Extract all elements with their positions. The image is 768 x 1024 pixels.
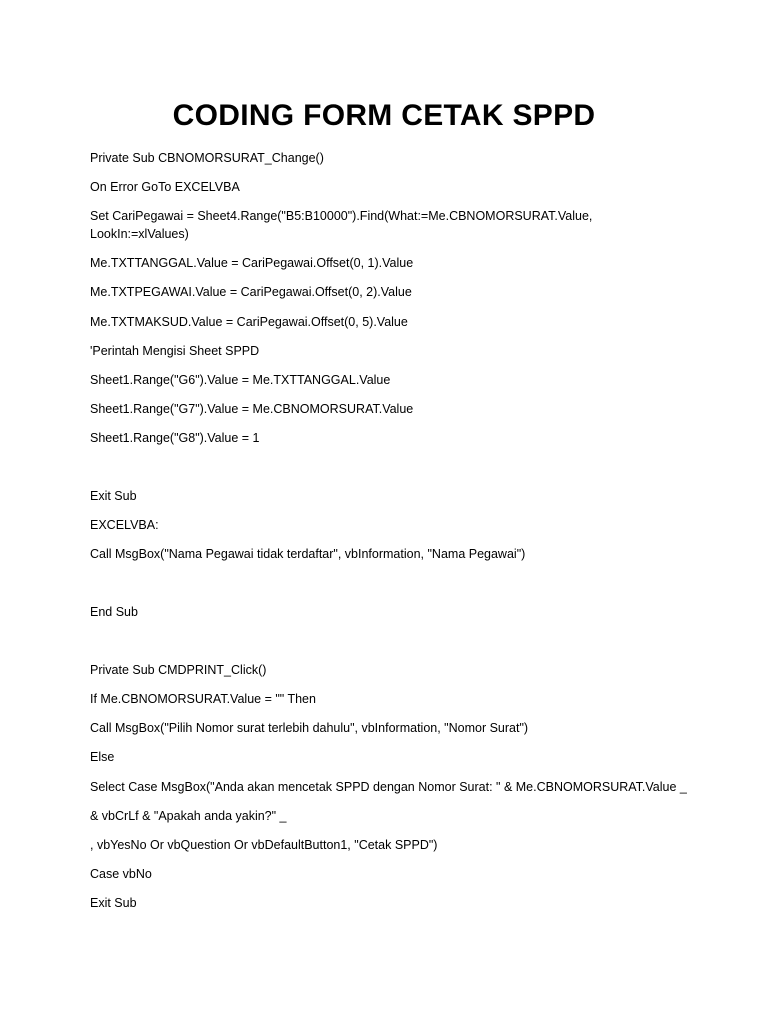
code-line: Private Sub CBNOMORSURAT_Change() (90, 151, 324, 165)
code-line: Select Case MsgBox("Anda akan mencetak SPPD dengan Nomor Surat: " & Me.CBNOMORSURAT.Value _ (90, 780, 687, 794)
document-title: CODING FORM CETAK SPPD (172, 99, 596, 132)
code-line: On Error GoTo EXCELVBA (90, 180, 240, 194)
code-line: 'Perintah Mengisi Sheet SPPD (90, 344, 260, 358)
code-line: & vbCrLf & "Apakah anda yakin?" _ (90, 809, 287, 823)
code-line: Set CariPegawai = Sheet4.Range("B5:B10000").Find(What:=Me.CBNOMORSURAT.Value, (90, 209, 593, 223)
code-line: If Me.CBNOMORSURAT.Value = "" Then (90, 692, 316, 706)
code-line: , vbYesNo Or vbQuestion Or vbDefaultButton1, "Cetak SPPD") (90, 838, 438, 852)
code-line: LookIn:=xlValues) (90, 227, 189, 241)
code-line: Me.TXTMAKSUD.Value = CariPegawai.Offset(0, 5).Value (90, 315, 408, 329)
code-line: Private Sub CMDPRINT_Click() (90, 663, 267, 677)
code-line: Else (90, 750, 115, 764)
code-line: EXCELVBA: (90, 518, 159, 532)
code-line: Exit Sub (90, 896, 137, 910)
code-line: Sheet1.Range("G6").Value = Me.TXTTANGGAL.Value (90, 373, 391, 387)
code-line: Exit Sub (90, 489, 137, 503)
code-line: Me.TXTTANGGAL.Value = CariPegawai.Offset(0, 1).Value (90, 256, 414, 270)
code-line: Call MsgBox("Nama Pegawai tidak terdaftar", vbInformation, "Nama Pegawai") (90, 547, 526, 561)
code-line: Sheet1.Range("G7").Value = Me.CBNOMORSURAT.Value (90, 402, 414, 416)
code-line: Sheet1.Range("G8").Value = 1 (90, 431, 260, 445)
code-line: Me.TXTPEGAWAI.Value = CariPegawai.Offset(0, 2).Value (90, 285, 412, 299)
code-line: Call MsgBox("Pilih Nomor surat terlebih dahulu", vbInformation, "Nomor Surat") (90, 721, 529, 735)
code-line: Case vbNo (90, 867, 152, 881)
code-line: End Sub (90, 605, 138, 619)
